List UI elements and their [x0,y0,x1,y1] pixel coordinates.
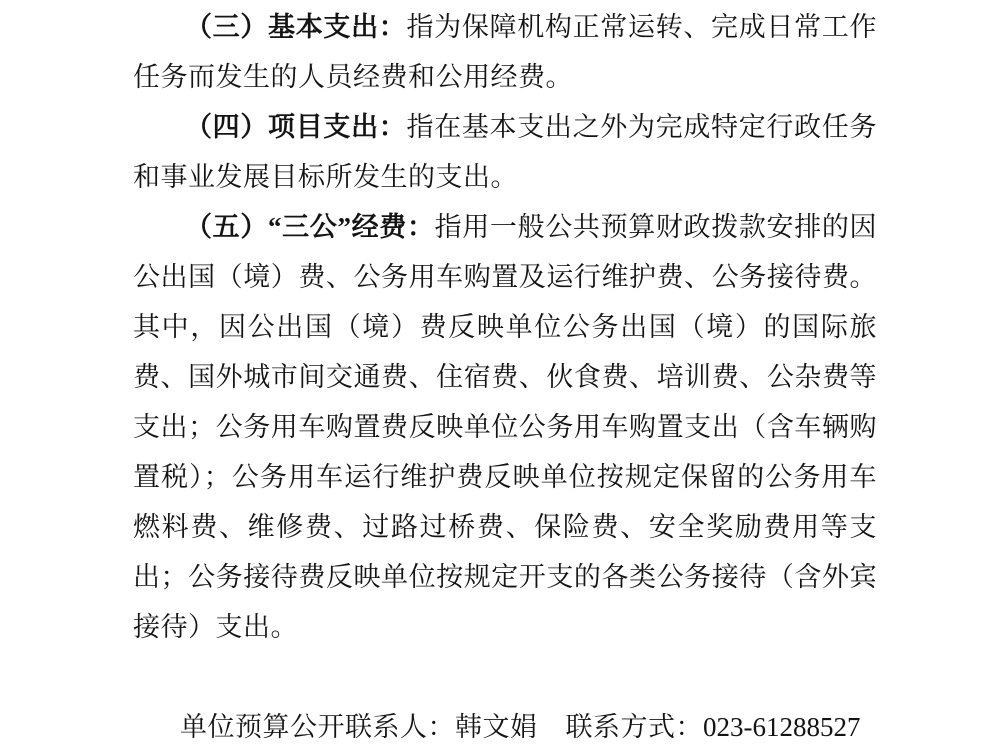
paragraph-three-public-funds-text: 指用一般公共预算财政拨款安排的因公出国（境）费、公务用车购置及运行维护费、公务接待费。其中，因公出国（境）费反映单位公务出国（境）的国际旅费、国外城市间交通费、住宿费、伙食费、培训费、公杂费等支出；公务用车购置费反映单位公务用车购置支出（含车辆购置税）；公务用车运行维护费反映单位按规定保留的公务用车燃料费、维修费、过路过桥费、保险费、安全奖励费用等支出；公务接待费反映单位按规定开支的各类公务接待（含外宾接待）支出。 [133,212,878,642]
paragraph-project-expenditure-lead: （四）项目支出： [185,112,407,142]
document-body [133,2,877,752]
contact-phone-label: 联系方式： [565,712,703,742]
paragraph-three-public-funds [133,202,877,652]
paragraph-basic-expenditure [133,2,877,102]
contact-person-name: 韩文娟 [455,712,538,742]
paragraph-basic-expenditure-lead: （三）基本支出： [185,12,407,42]
contact-phone-number: 023-61288527 [703,712,861,742]
paragraph-basic-expenditure-text: 指为保障机构正常运转、完成日常工作任务而发生的人员经费和公用经费。 [133,12,877,92]
paragraph-project-expenditure [133,102,877,202]
paragraph-project-expenditure-text: 指在基本支出之外为完成特定行政任务和事业发展目标所发生的支出。 [133,112,877,192]
contact-line [133,702,877,752]
contact-person-label: 单位预算公开联系人： [180,712,455,742]
paragraph-three-public-funds-lead: （五）“三公”经费： [185,212,435,242]
